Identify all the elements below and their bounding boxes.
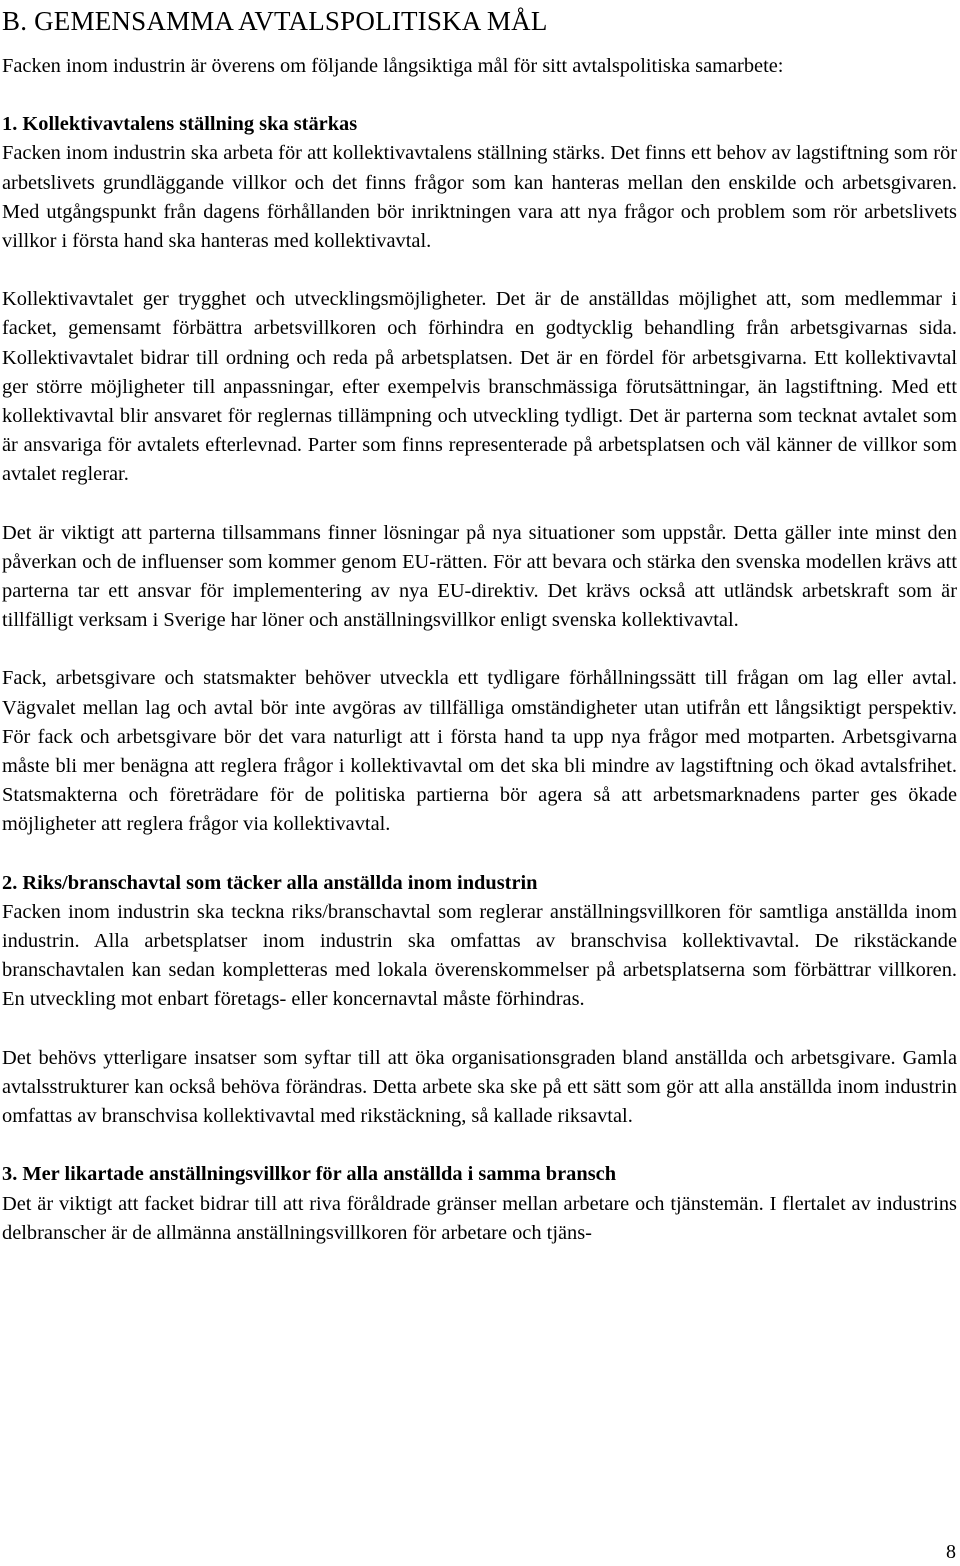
page-heading: B. GEMENSAMMA AVTALSPOLITISKA MÅL [2,6,548,36]
spacer [2,1131,957,1160]
spacer [2,490,957,519]
spacer [2,840,957,869]
document-page [2,0,957,1248]
page-number: 8 [946,1541,956,1563]
intro-paragraph: Facken inom industrin är överens om följande långsiktiga mål för sitt avtalspolitiska samarbete: [2,55,784,77]
section-1-paragraph-1: Facken inom industrin ska arbeta för att kollektivavtalens ställning stärks. Det finns ett behov av lagstiftning som rör arbetslivets grundläggande villkor och det finns frågor som kan hanteras mellan den enskilde och arbetsgivaren. Med utgångspunkt från dagens förhållanden bör inriktningen vara att nya frågor och problem som rör arbetslivets villkor i första hand ska hanteras med kollektivavtal. [2,142,957,253]
spacer [2,635,957,664]
spacer [2,1015,957,1044]
section-1-paragraph-2: Kollektivavtalet ger trygghet och utvecklingsmöjligheter. Det är de anställdas möjlighet att, som medlemmar i facket, gemensamt förbättra arbetsvillkoren och förhindra en godtycklig behandling från arbetsgivarnas sida. Kollektivavtalet bidrar till ordning och reda på arbetsplatsen. Det är en fördel för arbetsgivarna. Ett kollektivavtal ger större möjligheter till anpassningar, efter exempelvis branschmässiga förutsättningar, än lagstiftning. Med ett kollektivavtal blir ansvaret för reglernas tillämpning och utveckling tydligt. Det är parterna som tecknat avtalet som är ansvariga för avtalets efterlevnad. Parter som finns representerade på arbetsplatsen och väl känner de villkor som avtalet reglerar. [2,288,957,486]
section-2-title: 2. Riks/branschavtal som täcker alla anställda inom industrin [2,871,538,894]
section-1-title: 1. Kollektivavtalens ställning ska stärkas [2,113,358,136]
section-2-paragraph-2: Det behövs ytterligare insatser som syftar till att öka organisationsgraden bland anställda och arbetsgivare. Gamla avtalsstrukturer kan också behöva förändras. Detta arbete ska ske på ett sätt som gör att alla anställda inom industrin omfattas av branschvisa kollektivavtal med rikstäckning, så kallade riksavtal. [2,1046,957,1128]
section-3-paragraph-1: Det är viktigt att facket bidrar till att riva föråldrade gränser mellan arbetare och tjänstemän. I flertalet av industrins delbranscher är de allmänna anställningsvillkoren för arbetare och tjäns- [2,1192,957,1244]
section-1-paragraph-3: Det är viktigt att parterna tillsammans finner lösningar på nya situationer som uppstår. Detta gäller inte minst den påverkan och de influenser som kommer genom EU-rätten. För att bevara och stärka den svenska modellen krävs att parterna tar ett ansvar för implementering av nya EU-direktiv. Det krävs också att utländsk arbetskraft som är tillfälligt verksam i Sverige har löner och anställningsvillkor enligt svenska kollektivavtal. [2,521,957,632]
spacer [2,256,957,285]
section-2-paragraph-1: Facken inom industrin ska teckna riks/branschavtal som reglerar anställningsvillkoren för samtliga anställda inom industrin. Alla arbetsplatser inom industrin ska omfattas av branschvisa kollektivavtal. De rikstäckande branschavtalen kan sedan kompletteras med lokala överenskommelser på arbetsplatserna som förbättrar villkoren. En utveckling mot enbart företags- eller koncernavtal måste förhindras. [2,900,957,1011]
section-3-title: 3. Mer likartade anställningsvillkor för alla anställda i samma bransch [2,1163,617,1186]
spacer [2,81,957,110]
section-1-paragraph-4: Fack, arbetsgivare och statsmakter behöver utveckla ett tydligare förhållningssätt till frågan om lag eller avtal. Vägvalet mellan lag och avtal bör inte avgöras av tillfälliga omständigheter utan utifrån ett långsiktigt perspektiv. För fack och arbetsgivare bör det vara naturligt att i första hand ta upp nya frågor med motparten. Arbetsgivarna måste bli mer benägna att reglera frågor i kollektivavtal om det ska bli mindre av lagstiftning och ökad avtalsfrihet. Statsmakterna och företrädare för de politiska partierna bör agera så att arbetsmarknadens parter ges ökade möjligheter att reglera frågor via kollektivavtal. [2,667,957,836]
